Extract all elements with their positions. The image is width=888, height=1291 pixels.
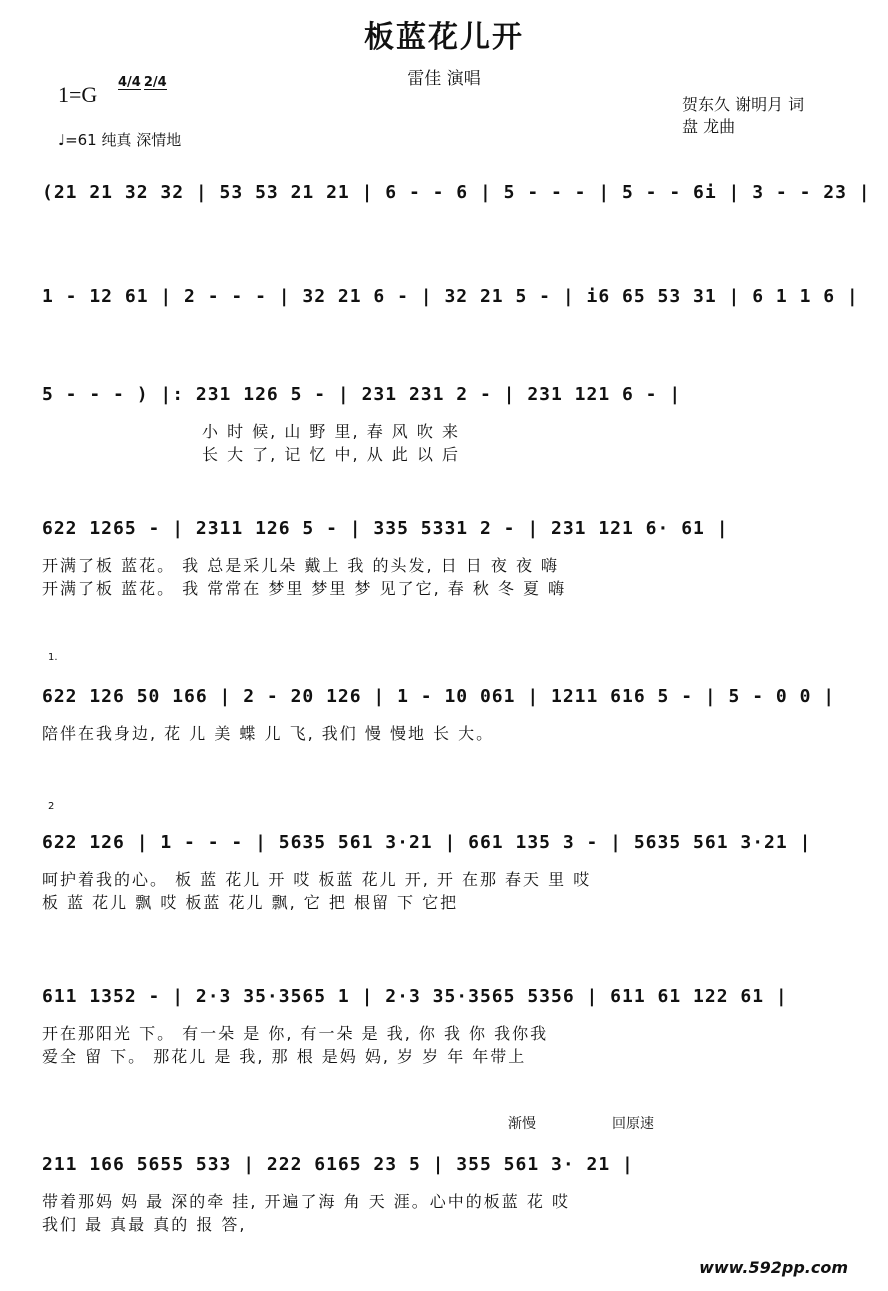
meter-2-4: 2/4 xyxy=(143,75,167,90)
singer-credit: 雷佳 演唱 xyxy=(407,69,481,89)
volta-1: 1. xyxy=(48,652,58,663)
score-system-5 xyxy=(42,686,848,744)
meter-4-4: 4/4 xyxy=(118,75,141,90)
lyrics-verse-2: 板 蓝 花儿 飘 哎 板蓝 花儿 飘, 它 把 根留 下 它把 xyxy=(42,893,459,912)
lyrics-verse-2: 开满了板 蓝花。 我 常常在 梦里 梦里 梦 见了它, 春 秋 冬 夏 嗨 xyxy=(42,579,567,598)
lyrics-verse-1: 陪伴在我身边, 花 儿 美 蝶 儿 飞, 我们 慢 慢地 长 大。 xyxy=(42,724,495,743)
notation-line: 611 1352 - | 2·3 35·3565 1 | 2·3 35·3565 5356 | 611 61 122 61 | xyxy=(42,986,788,1007)
score-system-6 xyxy=(42,832,848,913)
site-watermark: www.592pp.com xyxy=(699,1258,848,1277)
lyrics-verse-1: 开满了板 蓝花。 我 总是采儿朵 戴上 我 的头发, 日 日 夜 夜 嗨 xyxy=(42,556,560,575)
score-system-7 xyxy=(42,986,848,1067)
notation-line: 211 166 5655 533 | 222 6165 23 5 | 355 561 3· 21 | xyxy=(42,1154,634,1175)
score-system-8 xyxy=(42,1154,848,1235)
tempo-slow-mark: 渐慢 xyxy=(508,1116,536,1132)
notation-line: (21 21 32 32 | 53 53 21 21 | 6 - - 6 | 5 - - - | 5 - - 6i | 3 - - 23 | xyxy=(42,182,871,203)
notation-line: 622 126 | 1 - - - | 5635 561 3·21 | 661 135 3 - | 5635 561 3·21 | xyxy=(42,832,812,853)
lyrics-verse-2: 爱全 留 下。 那花儿 是 我, 那 根 是妈 妈, 岁 岁 年 年带上 xyxy=(42,1047,527,1066)
volta-2: 2 xyxy=(48,801,55,812)
lyrics-verse-1: 带着那妈 妈 最 深的牵 挂, 开遍了海 角 天 涯。心中的板蓝 花 哎 xyxy=(42,1192,570,1211)
notation-line: 622 126 50 166 | 2 - 20 126 | 1 - 10 061 | 1211 616 5 - | 5 - 0 0 | xyxy=(42,686,836,707)
song-title: 板蓝花儿开 xyxy=(364,20,524,55)
lyrics-verse-1: 小 时 候, 山 野 里, 春 风 吹 来 xyxy=(202,422,460,441)
lyricist-credit: 贺东久 谢明月 词 xyxy=(682,95,805,114)
score-system-3 xyxy=(42,384,848,465)
notation-line: 5 - - - ) |: 231 126 5 - | 231 231 2 - | 231 121 6 - | xyxy=(42,384,682,405)
time-signatures xyxy=(118,76,170,90)
score-system-2 xyxy=(42,286,859,307)
lyrics-verse-2: 我们 最 真最 真的 报 答, xyxy=(42,1215,247,1234)
lyrics-verse-1: 呵护着我的心。 板 蓝 花儿 开 哎 板蓝 花儿 开, 开 在那 春天 里 哎 xyxy=(42,870,592,889)
composer-credit: 盘 龙曲 xyxy=(682,117,736,136)
tempo-resume-mark: 回原速 xyxy=(612,1116,654,1132)
notation-line: 1 - 12 61 | 2 - - - | 32 21 6 - | 32 21 5 - | i6 65 53 31 | 6 1 1 6 | xyxy=(42,286,859,307)
key-signature: 1=G xyxy=(58,82,98,107)
lyrics-verse-2: 长 大 了, 记 忆 中, 从 此 以 后 xyxy=(202,445,460,464)
notation-line: 622 1265 - | 2311 126 5 - | 335 5331 2 - | 231 121 6· 61 | xyxy=(42,518,729,539)
tempo-marking: ♩=61 纯真 深情地 xyxy=(58,131,182,149)
lyrics-verse-1: 开在那阳光 下。 有一朵 是 你, 有一朵 是 我, 你 我 你 我你我 xyxy=(42,1024,549,1043)
score-system-1 xyxy=(42,182,871,203)
score-system-4 xyxy=(42,518,848,599)
